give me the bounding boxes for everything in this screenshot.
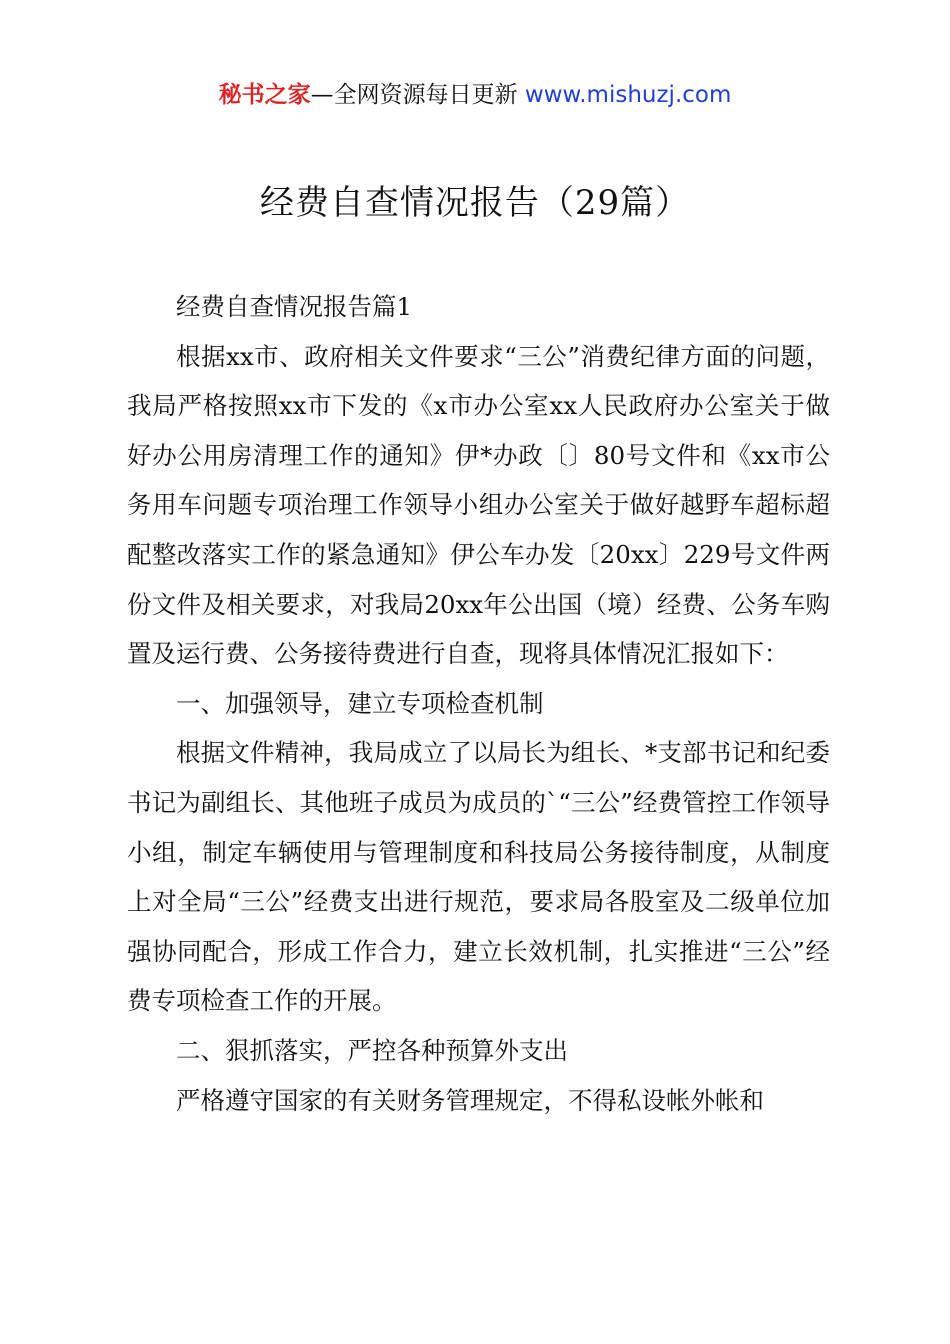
body-paragraph: 根据文件精神，我局成立了以局长为组长、*支部书记和纪委书记为副组长、其他班子成员为成员的`“三公”经费管控工作领导小组，制定车辆使用与管理制度和科技局公务接待制度，从制度上对全局“三公”经费支出进行规范，要求局各股室及二级单位加强协同配合，形成工作合力，建立长效机制，扎实推进“三公”经费专项检查工作的开展。 (127, 738, 830, 1016)
body-paragraph: 严格遵守国家的有关财务管理规定，不得私设帐外帐和 (176, 1085, 764, 1115)
section-heading: 二、狠抓落实，严控各种预算外支出 (176, 1035, 568, 1065)
document-title: 经费自查情况报告（29篇） (259, 183, 691, 223)
site-header (0, 78, 950, 112)
section-heading: 一、加强领导，建立专项检查机制 (176, 688, 544, 718)
document-body (127, 282, 830, 1125)
body-paragraph: 根据xx市、政府相关文件要求“三公”消费纪律方面的问题，我局严格按照xx市下发的《x市办公室xx人民政府办公室关于做好办公用房清理工作的通知》伊*办政〔〕80号文件和《xx市公务用车问题专项治理工作领导小组办公室关于做好越野车超标超配整改落实工作的紧急通知》伊公车办发〔20xx〕229号文件两份文件及相关要求，对我局20xx年公出国（境）经费、公务车购置及运行费、公务接待费进行自查，现将具体情况汇报如下： (127, 341, 830, 669)
site-url-link[interactable]: www.mishuzj.com (524, 82, 732, 108)
site-slogan: —全网资源每日更新 (310, 82, 518, 108)
section-heading: 经费自查情况报告篇1 (176, 292, 413, 321)
site-brand: 秘书之家 (218, 82, 311, 108)
